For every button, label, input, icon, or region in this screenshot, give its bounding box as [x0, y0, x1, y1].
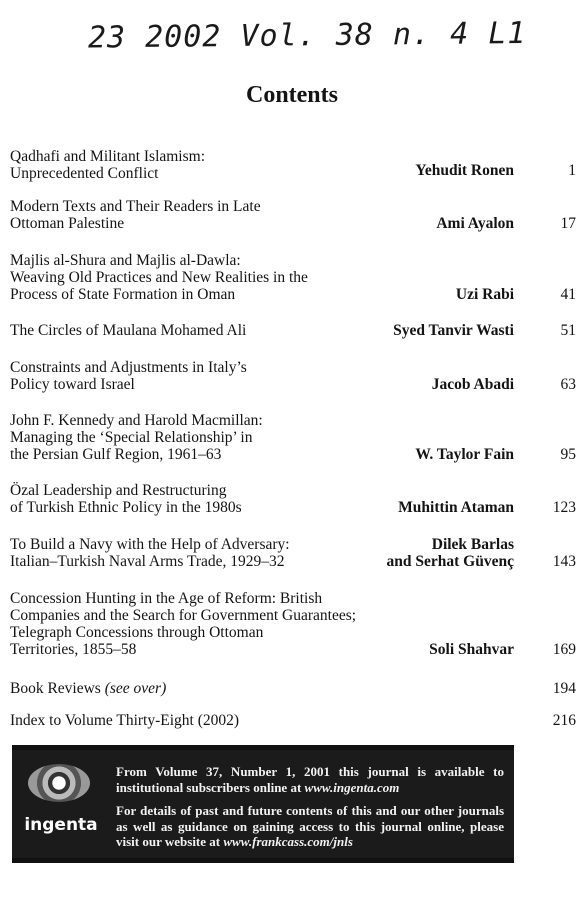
entry-title-line: Territories, 1855–58 — [10, 641, 137, 658]
entry-title-line: Companies and the Search for Government Guarantees; — [10, 607, 357, 624]
entry-title-line: Index to Volume Thirty-Eight (2002) — [10, 712, 240, 729]
entry-title-line: Modern Texts and Their Readers in Late — [10, 198, 261, 215]
entry-title-line: Constraints and Adjustments in Italy’s — [10, 359, 247, 376]
toc-entry[interactable] — [10, 322, 576, 339]
eye-icon — [28, 764, 90, 802]
ad-text — [116, 764, 504, 858]
toc-entry[interactable] — [10, 536, 576, 570]
entry-page-number: 194 — [552, 680, 576, 697]
entry-title-line: Telegraph Concessions through Ottoman — [10, 624, 264, 641]
entry-title-line: Process of State Formation in Oman — [10, 286, 236, 303]
entry-page-number: 17 — [560, 215, 576, 232]
entry-title-line: Özal Leadership and Restructuring — [10, 482, 227, 499]
toc-entry[interactable] — [10, 252, 576, 303]
entry-title-line: Managing the ‘Special Relationship’ in — [10, 429, 253, 446]
entry-author: Jacob Abadi — [431, 376, 514, 393]
ad-rule-bottom — [12, 858, 514, 863]
ad-paragraph-2: For details of past and future contents of this and our other journals as well as guidance on gaining access to this journal online, please visit our website at www.frankcass.com/jnls — [116, 803, 504, 849]
entry-author: Syed Tanvir Wasti — [393, 322, 514, 339]
toc-entry[interactable] — [10, 412, 576, 463]
entry-title-line: To Build a Navy with the Help of Adversary: — [10, 536, 290, 553]
entry-page-number: 51 — [560, 322, 576, 339]
entry-author: Ami Ayalon — [436, 215, 514, 232]
handwritten-note: 23 2002 Vol. 38 n. 4 L1 — [87, 15, 527, 56]
see-over-note: (see over) — [104, 680, 167, 697]
entry-page-number: 143 — [552, 553, 576, 570]
entry-author: Yehudit Ronen — [415, 162, 514, 179]
entry-page-number: 95 — [560, 446, 576, 463]
entry-author-secondary: and Serhat Güvenç — [386, 553, 514, 570]
toc-entry[interactable] — [10, 590, 576, 658]
frankcass-url-link[interactable]: www.frankcass.com/jnls — [223, 834, 353, 849]
entry-author: W. Taylor Fain — [415, 446, 514, 463]
entry-author: Uzi Rabi — [455, 286, 514, 303]
entry-title-line: Qadhafi and Militant Islamism: — [10, 148, 206, 165]
entry-page-number: 63 — [560, 376, 576, 393]
entry-title-line: John F. Kennedy and Harold Macmillan: — [10, 412, 263, 429]
toc-entry[interactable] — [10, 359, 576, 393]
toc-entry[interactable] — [10, 148, 576, 182]
ad-paragraph-1: From Volume 37, Number 1, 2001 this journal is available to institutional subscribers online at www.ingenta.com — [116, 764, 504, 795]
entry-title-line: Weaving Old Practices and New Realities in the — [10, 269, 308, 286]
entry-title-line: Concession Hunting in the Age of Reform: British — [10, 590, 323, 607]
logo-text: ingenta — [24, 815, 98, 835]
toc-entry[interactable] — [10, 198, 576, 232]
entry-page-number: 216 — [552, 712, 576, 729]
ingenta-logo[interactable] — [20, 760, 100, 850]
entry-title-line: Ottoman Palestine — [10, 215, 125, 232]
ingenta-url-link[interactable]: www.ingenta.com — [304, 779, 400, 795]
entry-title-line: Unprecedented Conflict — [10, 165, 159, 182]
entry-author: Muhittin Ataman — [398, 499, 514, 516]
page-title: Contents — [245, 82, 338, 108]
entry-title-line: the Persian Gulf Region, 1961–63 — [10, 446, 222, 463]
entry-author: Soli Shahvar — [429, 641, 514, 658]
entry-title-line: of Turkish Ethnic Policy in the 1980s — [10, 499, 242, 516]
entry-page-number: 1 — [568, 162, 576, 179]
entry-page-number: 169 — [552, 641, 576, 658]
entry-author-primary: Dilek Barlas — [431, 536, 514, 553]
entry-page-number: 123 — [552, 499, 576, 516]
ingenta-ad-box — [12, 750, 514, 858]
toc-entry-book-reviews[interactable] — [10, 680, 576, 697]
entry-page-number: 41 — [560, 286, 576, 303]
entry-title-line: Book Reviews (see over) — [10, 680, 167, 697]
entry-title-line: Italian–Turkish Naval Arms Trade, 1929–32 — [10, 553, 285, 570]
entry-title-line: The Circles of Maulana Mohamed Ali — [10, 322, 247, 339]
entry-title-line: Majlis al-Shura and Majlis al-Dawla: — [10, 252, 241, 269]
toc-entry[interactable] — [10, 482, 576, 516]
toc-entry-index[interactable] — [10, 712, 576, 729]
entry-title-line: Policy toward Israel — [10, 376, 135, 393]
entry-author — [387, 536, 514, 570]
